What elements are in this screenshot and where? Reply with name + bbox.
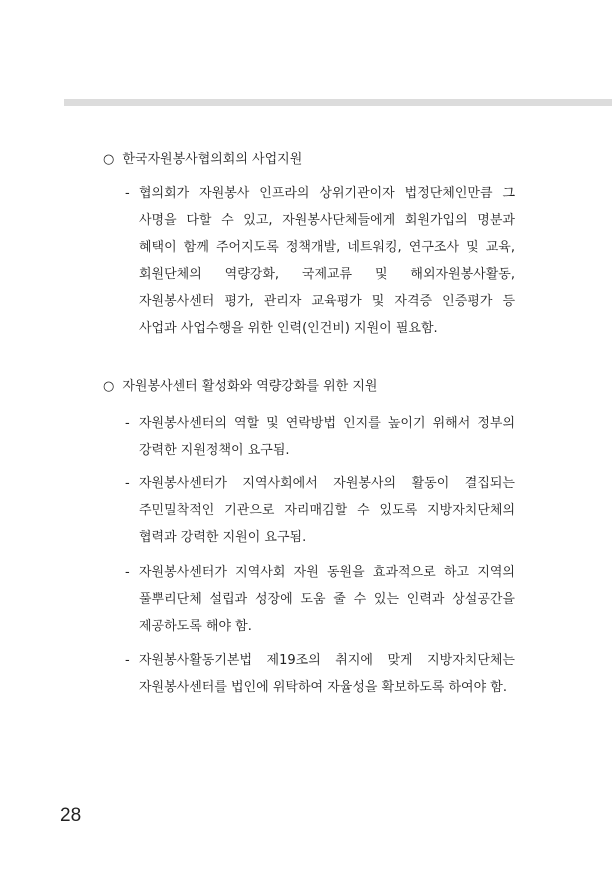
list-item xyxy=(125,647,515,701)
dash-bullet-icon: - xyxy=(125,476,130,491)
circle-bullet-icon: ○ xyxy=(103,152,115,167)
section-title: 한국자원봉사협의회의 사업지원 xyxy=(122,152,303,167)
dash-bullet-icon: - xyxy=(125,653,130,668)
list-item xyxy=(125,410,515,464)
circle-bullet-icon: ○ xyxy=(103,379,115,394)
section-heading xyxy=(103,152,302,168)
list-item-text: 협의회가 자원봉사 인프라의 상위기관이자 법정단체인만큼 그 사명을 다할 수 있고, 자원봉사단체들에게 회원가입의 명분과 혜택이 함께 주어지도록 정책개발, 네트워킹, 연구조사 및 교육, 회원단체의 역량강화, 국제교류 및 해외자원봉사활동, 자원봉사센터 평가, 관리자 교육평가 및 자격증 인증평가 등 사업과 사업수행을 위한 인력(인건비) 지원이 필요함. xyxy=(139,186,515,336)
list-item xyxy=(125,180,515,342)
page-number: 28 xyxy=(60,805,82,826)
dash-bullet-icon: - xyxy=(125,565,130,580)
header-rule xyxy=(64,99,612,106)
dash-bullet-icon: - xyxy=(125,186,130,201)
section-heading xyxy=(103,379,377,395)
list-item xyxy=(125,470,515,551)
list-item-text: 자원봉사센터가 지역사회 자원 동원을 효과적으로 하고 지역의 풀뿌리단체 설립과 성장에 도움 줄 수 있는 인력과 상설공간을 제공하도록 해야 함. xyxy=(139,565,515,634)
list-item xyxy=(125,559,515,640)
list-item-text: 자원봉사센터가 지역사회에서 자원봉사의 활동이 결집되는 주민밀착적인 기관으로 자리매김할 수 있도록 지방자치단체의 협력과 강력한 지원이 요구됨. xyxy=(139,476,515,545)
dash-bullet-icon: - xyxy=(125,416,130,431)
list-item-text: 자원봉사활동기본법 제19조의 취지에 맞게 지방자치단체는 자원봉사센터를 법인에 위탁하여 자율성을 확보하도록 하여야 함. xyxy=(139,653,515,695)
list-item-text: 자원봉사센터의 역할 및 연락방법 인지를 높이기 위해서 정부의 강력한 지원정책이 요구됨. xyxy=(139,416,515,458)
section-title: 자원봉사센터 활성화와 역량강화를 위한 지원 xyxy=(122,379,378,394)
